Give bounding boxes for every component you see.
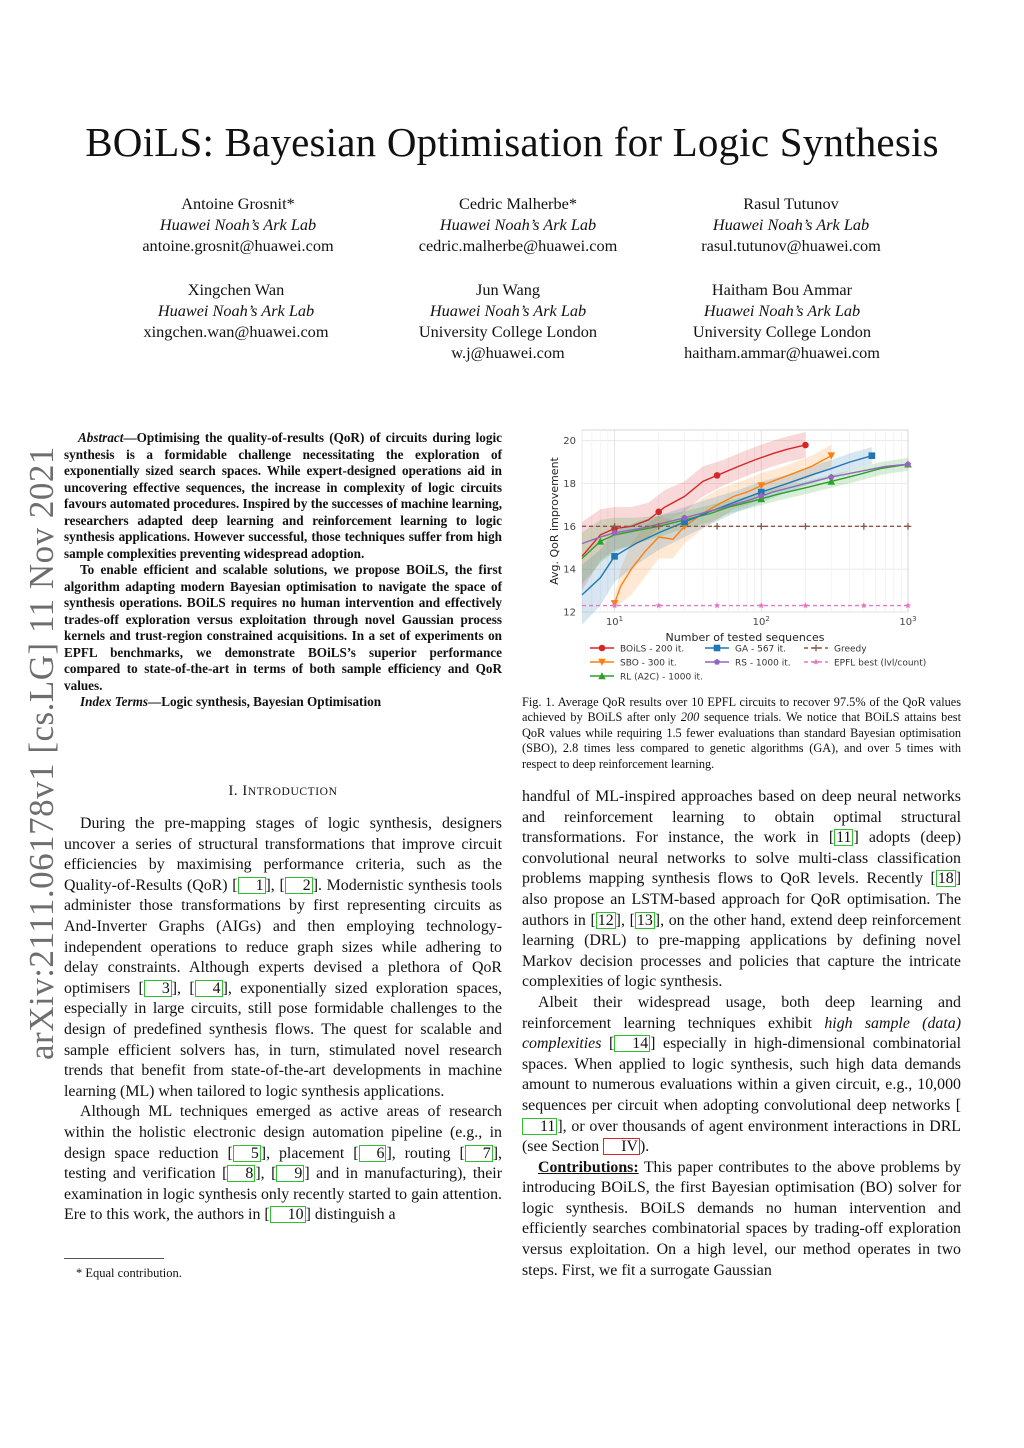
author-institution: University College London (418, 322, 598, 341)
author-block-5 (358, 279, 658, 363)
text-run: handful of ML-inspired approaches based on deep neural networks and reinforcement learning to obtain optimal structural transformations. For instance, the work in (522, 788, 961, 847)
text-run: Albeit their widespread usage, both deep learning and reinforcement learning techniques exhibit (522, 993, 961, 1032)
citation-link[interactable]: 6 (359, 1145, 387, 1162)
author-email: cedric.malherbe@huawei.com (418, 236, 618, 255)
text-run: , exponentially sized exploration spaces, especially in large circuits, still pose formidable challenges to the design of predefined synthesis flows. The quest for scalable and sample efficient solvers has, in turn, stimulated novel research trends that benefit from state-of-the-art developments in machine learning (ML) when tailored to logic synthesis applications. (64, 979, 502, 1100)
citation-link[interactable]: 4 (195, 980, 223, 997)
text-run: This paper contributes to the above problems by introducing BOiLS, the first Bayesian optimisation (BO) solver for logic synthesis. BOiLS demands no human intervention and efficiently searches combinatorial spaces by trading-off exploration versus exploitation. On a high level, our method operates in two steps. First, we fit a surrogate Gaussian (522, 1158, 961, 1279)
text-run: distinguish a (310, 1206, 396, 1224)
text-run: , on the other hand, extend deep reinforcement learning (DRL) to pre-mapping applications by defining novel Markov decision processes and policies that capture the intricate complexities of logic synthesis. (522, 911, 962, 991)
y-axis-label: Avg. QoR improvement (548, 457, 561, 585)
author-name: Cedric Malherbe* (459, 194, 577, 213)
y-tick-label: 12 (563, 607, 576, 619)
citation-link[interactable]: 13 (636, 911, 653, 929)
paper-title: BOiLS: Bayesian Optimisation for Logic Synthesis (85, 119, 939, 165)
citation-link[interactable]: 8 (227, 1165, 255, 1182)
legend-label: BOiLS - 200 it. (620, 644, 685, 655)
abstract-paragraph-1 (64, 430, 502, 562)
text-emphasis: high sample (data) complexities (522, 1014, 961, 1053)
author-email: antoine.grosnit@huawei.com (142, 236, 334, 255)
y-tick-label: 16 (563, 521, 576, 533)
data-point (813, 659, 819, 665)
citation-link[interactable]: 3 (144, 980, 172, 997)
citation-link[interactable]: 1 (238, 877, 266, 894)
citation-link[interactable]: 18 (937, 870, 954, 888)
abstract-paragraph-2: To enable efficient and scalable solutions, we propose BOiLS, the first algorithm adapting modern Bayesian optimisation to navigate the space of synthesis operations. BOiLS requires no human intervention and effectively trades-off exploration versus exploitation through novel Gaussian process kernels and trust-region constrained acquisitions. In a set of experiments on EPFL benchmarks, we demonstrate BOiLS’s superior performance compared to state-of-the-art in terms of both sample efficiency and QoR values. (64, 562, 502, 693)
author-name: Jun Wang (476, 280, 540, 299)
citation-link[interactable]: 10 (270, 1206, 306, 1223)
x-tick-exponent: 3 (912, 615, 917, 623)
data-point (714, 472, 721, 479)
author-block-2 (368, 193, 668, 256)
author-block-3 (641, 193, 941, 256)
chart-legend (590, 645, 926, 683)
data-point (802, 442, 809, 449)
data-point (714, 659, 720, 665)
citation-link[interactable]: 9 (276, 1165, 304, 1182)
data-point (714, 645, 721, 652)
abstract-text-1: —Optimising the quality-of-results (QoR) of circuits during logic synthesis is a formidable challenge necessitating the exploration of exponentially sized search spaces. While expert-designed operations aid in uncovering effective sequences, the increase in complexity of logic circuits favours automated procedures. Inspired by the successes of machine learning, researchers adapted deep learning and reinforcement learning to logic synthesis applications. However successful, those techniques suffer from high sample complexities preventing widespread adoption. (64, 430, 502, 561)
caption-text-b: sequence trials. We notice that BOiLS attains best QoR values while requiring 1.5 fewer evaluations than standard Bayesian optimisation (SBO), 2.8 times less compared to genetic algorithms (GA), and over 5 times with respect to deep reinforcement learning. (522, 710, 961, 771)
footnote: * Equal contribution. (76, 1266, 182, 1280)
intro-paragraph-3: handful of ML-inspired approaches based on deep neural networks and reinforcement learning to obtain optimal structural transformations. For instance, the work in [ 11 ] adopts (deep) convolutional neural networks to solve multi-class classification problems mapping synthesis flows to QoR levels. Recently [ 18 ] also propose an LSTM-based approach for QoR optimisation. The authors in [ 12 ], [ 13 ], on the other hand, extend deep reinforcement learning (DRL) to pre-mapping applications by defining novel Markov decision processes and policies that capture the intricate complexities of logic synthesis. (522, 788, 962, 991)
y-tick-label: 14 (563, 564, 576, 576)
author-block-6 (632, 279, 932, 363)
text-run: ). (639, 1138, 650, 1156)
intro-paragraph-1: During the pre-mapping stages of logic synthesis, designers uncover a series of structural transformations that improve circuit efficiencies by maximising performance criteria, such as the Quality-of-Results (QoR) [ 1 ], [ 2 ]. Modernistic synthesis tools administer those transformations by first representing circuits as And-Inverter Graphs (AIGs) and then employing technology-independent operations to reduce graph sizes while adhering to delay constraints. Although experts devised a plethora of QoR optimisers [ 3 ], [ 4 ], exponentially sized exploration spaces, especially in large circuits, still pose formidable challenges to the design of predefined synthesis flows. The quest for scalable and sample efficient solvers has, in turn, stimulated novel research trends that benefit from state-of-the-art developments in machine learning (ML) when tailored to logic synthesis applications. (64, 815, 503, 1100)
author-email: w.j@huawei.com (451, 343, 565, 362)
text-run: , placement (266, 1144, 354, 1162)
x-tick-label: $10^3$ (899, 615, 917, 628)
author-affiliation: Huawei Noah’s Ark Lab (439, 215, 597, 234)
text-run: . Modernistic synthesis tools administer those transformations by first representing circuits as And-Inverter Graphs (AIGs) and then employing technology-independent operations to reduce graph sizes while adhering to delay constraints. Although experts devised a plethora of QoR optimisers (64, 876, 503, 997)
index-terms (64, 694, 502, 711)
author-block-1 (88, 193, 388, 256)
author-name: Antoine Grosnit* (181, 194, 295, 213)
abstract-label: Abstract (78, 430, 124, 445)
text-run: , testing and verification (64, 1144, 502, 1183)
legend-label: SBO - 300 it. (620, 658, 677, 669)
citation-link[interactable]: 11 (522, 1118, 557, 1135)
author-email: xingchen.wan@huawei.com (143, 322, 329, 341)
x-tick-exponent: 1 (618, 615, 624, 623)
index-terms-text: —Logic synthesis, Bayesian Optimisation (148, 694, 382, 709)
data-point (869, 452, 876, 459)
y-tick-label: 20 (563, 436, 576, 448)
contributions-label: Contributions: (538, 1158, 639, 1176)
x-tick-label: $10^2$ (752, 615, 770, 628)
text-run: Although ML techniques emerged as active areas of research within the holistic electronic design automation pipeline (e.g., in design space reduction (64, 1103, 502, 1162)
x-axis-label: Number of tested sequences (665, 631, 825, 644)
author-institution: University College London (692, 322, 872, 341)
text-run: especially in high-dimensional combinatorial spaces. When applied to logic synthesis, such high data demands amount to numerous evaluations within a given circuit, e.g., 10,000 sequences per circuit when adopting convolutional deep networks (522, 1035, 961, 1114)
x-tick-label: $10^1$ (605, 615, 624, 628)
abstract (64, 430, 502, 711)
index-terms-label: Index Terms (80, 694, 149, 709)
caption-emph: 200 (680, 710, 700, 725)
data-point (599, 645, 606, 652)
section-link[interactable]: IV (603, 1138, 640, 1155)
author-affiliation: Huawei Noah’s Ark Lab (429, 301, 587, 320)
citation-link[interactable]: 5 (233, 1145, 261, 1162)
text-run: , or over thousands of agent environment interactions in DRL (see Section (522, 1117, 961, 1156)
author-affiliation: Huawei Noah’s Ark Lab (157, 301, 315, 320)
intro-paragraph-4: Albeit their widespread usage, both deep learning and reinforcement learning techniques exhibit high sample (data) complexities [ 14 ] especially in high-dimensional combinatorial spaces. When applied to logic synthesis, such high data demands amount to numerous evaluations within a given circuit, e.g., 10,000 sequences per circuit when adopting convolutional deep networks [11 ], or over thousands of agent environment interactions in DRL (see Section IV ). (522, 993, 961, 1156)
data-point (655, 509, 662, 516)
legend-label: EPFL best (lvl/count) (834, 658, 927, 669)
figure-caption (522, 695, 961, 772)
legend-label: Greedy (834, 644, 867, 655)
section-heading-introduction (64, 783, 502, 800)
author-affiliation: Huawei Noah’s Ark Lab (703, 301, 861, 320)
author-affiliation: Huawei Noah’s Ark Lab (159, 215, 317, 234)
text-run: and in manufacturing), their examination in logic synthesis only recently started to gain attention. Ere to this work, the authors in (64, 1165, 502, 1224)
qor-chart (522, 418, 942, 690)
author-name: Xingchen Wan (187, 280, 285, 299)
legend-label: RL (A2C) - 1000 it. (620, 672, 703, 683)
citation-link[interactable]: 12 (597, 911, 614, 929)
intro-left-column (64, 814, 502, 1226)
caption-text-a: Average QoR results over 10 EPFL circuits to recover 97.5% of the QoR values achieved by BOiLS after only (522, 695, 961, 725)
author-name: Rasul Tutunov (743, 194, 839, 213)
citation-link[interactable]: 14 (614, 1035, 650, 1052)
arxiv-watermark: arXiv:2111.06178v1 [cs.LG] 11 Nov 2021 (22, 446, 61, 1060)
figure-label: Fig. 1. (522, 695, 555, 709)
intro-right-column (522, 787, 961, 1281)
intro-paragraph-2: Although ML techniques emerged as active areas of research within the holistic electronic design automation pipeline (e.g., in design space reduction [ 5 ], placement [ 6 ], routing [ 7 ], testing and verification [ 8 ], [ 9 ] and in manufacturing), their examination in logic synthesis only recently started to gain attention. Ere to this work, the authors in [ 10 ] distinguish a (64, 1103, 502, 1224)
author-email: haitham.ammar@huawei.com (684, 343, 880, 362)
legend-label: GA - 567 it. (735, 644, 787, 655)
citation-link[interactable]: 7 (465, 1145, 493, 1162)
section-title-rest: NTRODUCTION (247, 786, 338, 798)
section-initial: I (242, 783, 248, 799)
x-tick-exponent: 2 (765, 615, 770, 623)
intro-paragraph-5 (522, 1158, 961, 1282)
text-run: adopts (deep) convolutional neural networks to solve multi-class classification problems mapping synthesis flows to QoR levels. Recently (522, 829, 961, 888)
citation-link[interactable]: 11 (836, 829, 852, 847)
legend-label: RS - 1000 it. (735, 658, 791, 669)
y-tick-label: 18 (563, 479, 576, 491)
section-number: I. (228, 783, 243, 799)
author-affiliation: Huawei Noah’s Ark Lab (712, 215, 870, 234)
text-run: During the pre-mapping stages of logic synthesis, designers uncover a series of structural transformations that improve circuit efficiencies by maximising performance criteria, such as the Quality-of-Results (QoR) (64, 815, 502, 894)
footnote-rule (64, 1258, 164, 1259)
citation-link[interactable]: 2 (285, 877, 313, 894)
author-block-4 (86, 279, 386, 342)
data-point (813, 645, 820, 652)
author-email: rasul.tutunov@huawei.com (701, 236, 881, 255)
text-run: also propose an LSTM-based approach for QoR optimisation. The authors in (522, 890, 961, 929)
author-name: Haitham Bou Ammar (711, 280, 853, 299)
data-point (611, 553, 618, 560)
text-run: , routing (391, 1144, 460, 1162)
